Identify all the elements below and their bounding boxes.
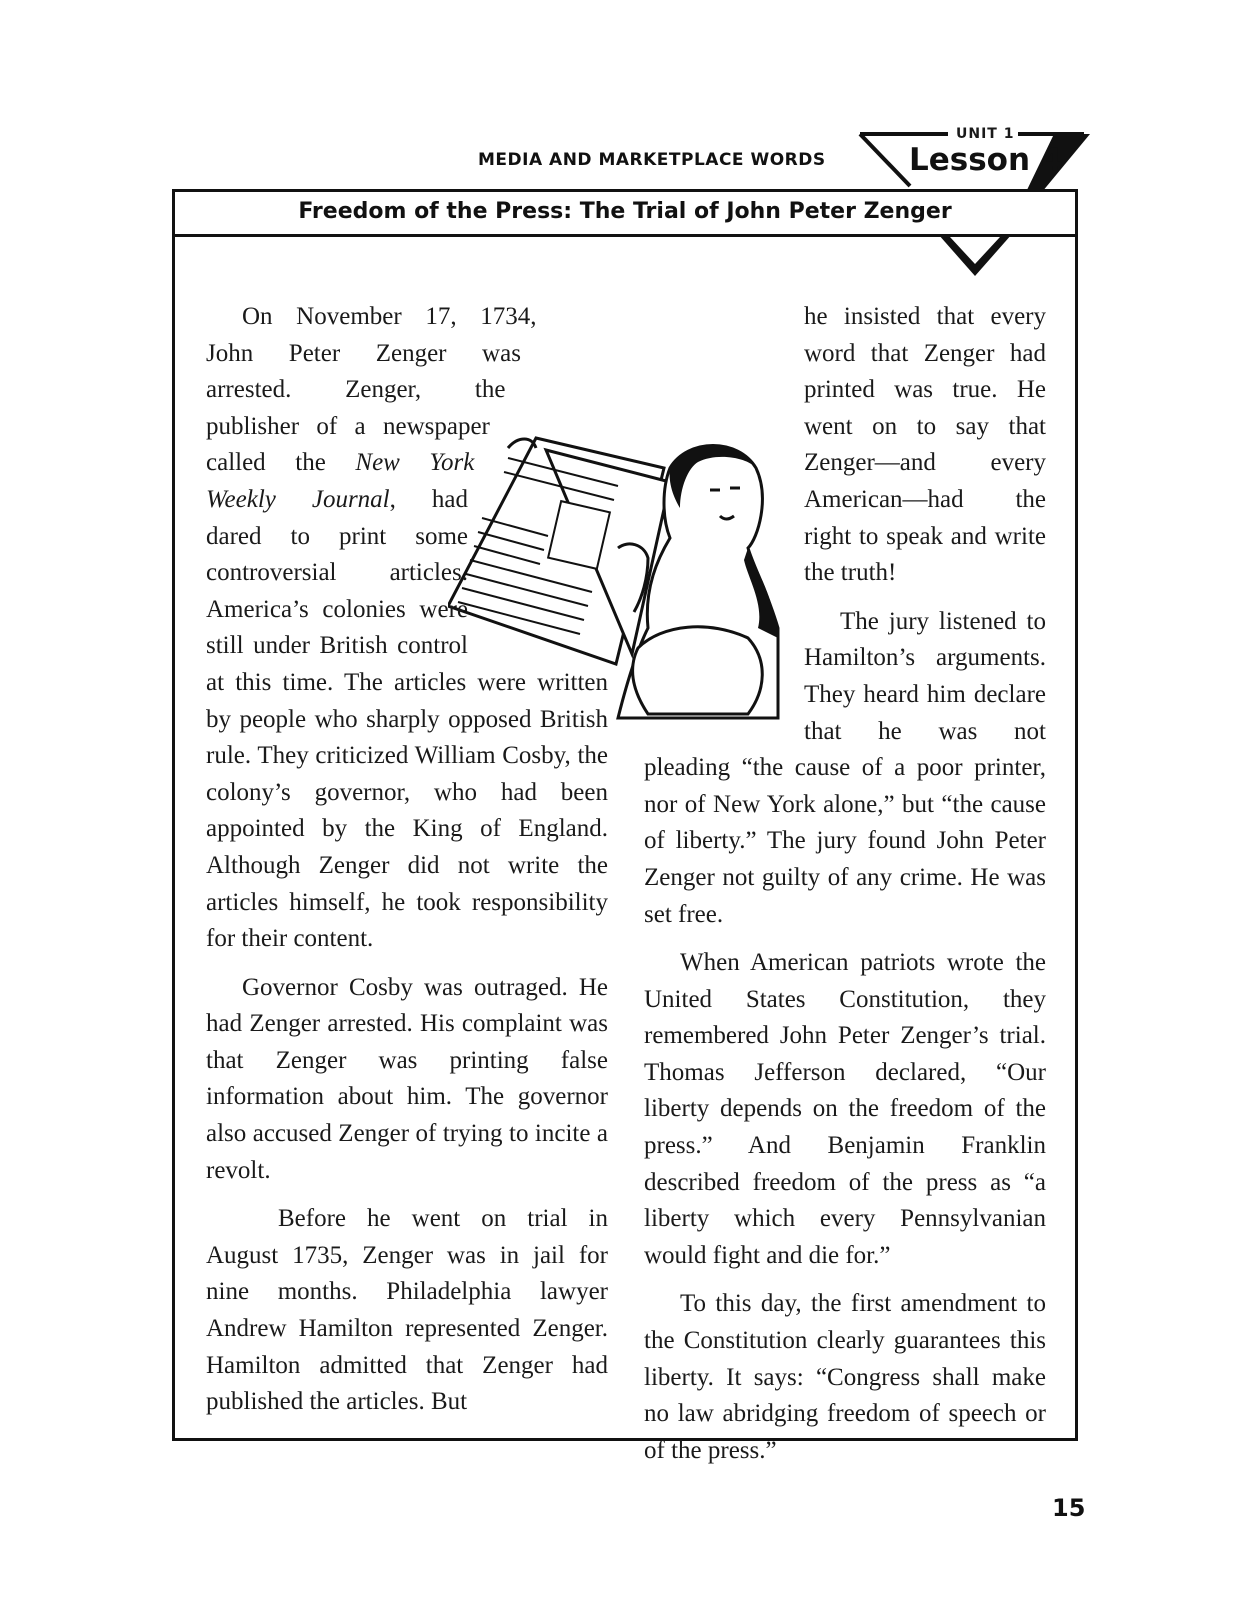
article-title: Freedom of the Press: The Trial of John Peter Zenger [298,199,952,224]
title-bar [172,189,1078,237]
paragraph-6: When American patriots wrote the United States Constitution, they remembered John Peter Zenger’s trial. Thomas Jefferson declared, “Our liberty depends on the freedom of the press.” And Benjamin Franklin described freedom of the press as “a liberty which every Pennsylvanian would fight and die for.” [644,949,1046,1269]
right-column [644,299,1046,1481]
lesson-label: Lesson 4 [909,142,1063,178]
paragraph-4: he insisted that every word that Zenger had printed was true. He went on to say that Zenger—and every American—had the right to speak and write the truth! [644,299,1046,592]
page-number: 15 [1052,1494,1086,1522]
paragraph-5: The jury listened to Hamilton’s arguments. They heard him declare that he was not pleading “the cause of a poor printer, nor of New York alone,” but “the cause of liberty.” The jury found John Peter Zenger not guilty of any crime. He was set free. [644,607,1046,928]
left-column [206,299,608,1433]
paragraph-1: On November 17, 1734, John Peter Zenger was arrested. Zenger, the publisher of a newspaper called the New York Weekly Journal, had dared to print some controversial articles. America’s colonies were still under British control at this time. The articles were written by people who sharply opposed British rule. They criticized William Cosby, the colony’s governor, who had been appointed by the King of England. Although Zenger did not write the articles himself, he took responsibility for their content. [206,299,608,958]
text-wrap-spacer [644,409,804,739]
newspaper-name: New York Weekly Journal [206,449,475,513]
unit-label: UNIT 1 [952,126,1018,142]
paragraph-3: Before he went on trial in August 1735, Zenger was in jail for nine months. Philadelphia lawyer Andrew Hamilton represented Zenger. Hamilton admitted that Zenger had published the articles. But [206,1205,608,1416]
paragraph-2: Governor Cosby was outraged. He had Zenger arrested. His complaint was that Zenger was printing false information about him. The governor also accused Zenger of trying to incite a revolt. [206,973,608,1184]
title-pointer-shape [938,234,1012,278]
section-heading: MEDIA AND MARKETPLACE WORDS [478,150,826,170]
paragraph-7: To this day, the first amendment to the Constitution clearly guarantees this liberty. It says: “Congress shall make no law abridging freedom of speech or of the press.” [644,1290,1046,1464]
